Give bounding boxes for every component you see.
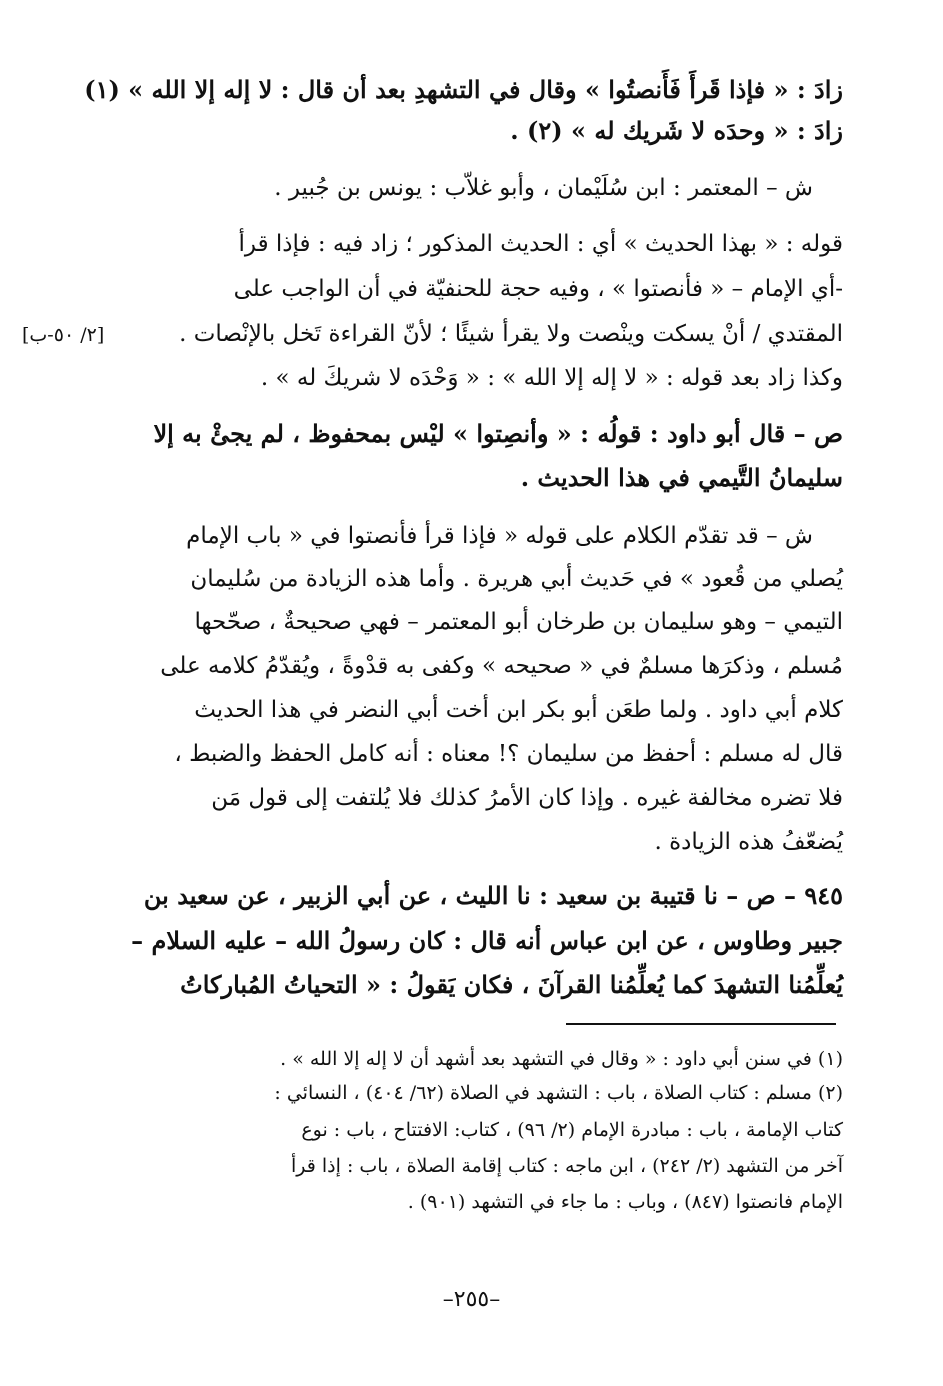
- footnote-line-2: (٢) مسلم : كتاب الصلاة ، باب : التشهد في الصلاة (٦٢/ ٤٠٤) ، النسائي :: [274, 1082, 843, 1104]
- body-line-7: وكذا زاد بعد قوله : « لا إله إلا الله » : « وَحْدَه لا شريكَ له » .: [260, 365, 843, 391]
- body-line-20: يُعلِّمُنا التشهدَ كما يُعلِّمُنا القرآنَ ، فكان يَقولُ : « التحياتُ المُباركاتُ: [180, 970, 843, 999]
- footnote-line-4: آخر من التشهد (٢/ ٢٤٢) ، ابن ماجه : كتاب إقامة الصلاة ، باب : إذا قرأ: [291, 1155, 843, 1177]
- body-line-6: المقتدي / أنْ يسكت وينْصت ولا يقرأ شيئًا ؛ لأنّ القراءة تَخل بالإنْصات .: [179, 321, 843, 347]
- body-line-4: قوله : « بهذا الحديث » أي : الحديث المذكور ؛ زاد فيه : فإذا قرأ: [238, 231, 843, 257]
- body-line-13: مُسلم ، وذكرَها مسلمٌ في « صحيحه » وكفى به قدْوةً ، ويُقدّمُ كلامه على: [160, 653, 843, 679]
- body-line-18: ٩٤٥ – ص – نا قتيبة بن سعيد : نا الليث ، عن أبي الزبير ، عن سعيد بن: [143, 881, 843, 910]
- footnote-line-5: الإمام فانصتوا (٨٤٧) ، وباب : ما جاء في التشهد (٩٠١) .: [407, 1191, 843, 1213]
- footnote-line-3: كتاب الإمامة ، باب : مبادرة الإمام (٢/ ٩٦) ، كتاب: الافتتاح ، باب : نوع: [301, 1119, 843, 1141]
- body-line-19: جبير وطاوس ، عن ابن عباس أنه قال : كان رسولُ الله – عليه السلام –: [131, 926, 843, 955]
- body-line-14: كلام أبي داود . ولما طعَن أبو بكر ابن أخت أبي النضر في هذا الحديث: [194, 697, 843, 723]
- body-line-3: ش – المعتمر : ابن سُلَيْمان ، وأبو غلاّب : يونس بن جُبير .: [274, 175, 813, 201]
- body-line-9: سليمانُ التَّيمي في هذا الحديث .: [520, 463, 843, 492]
- body-line-10: ش – قد تقدّم الكلام على قوله « فإذا قرأ فأنصتوا في « باب الإمام: [186, 523, 813, 549]
- body-line-8: ص – قال أبو داود : قولُه : « وأنصِتوا » ليْس بمحفوظ ، لم يجئْ به إلا: [153, 419, 843, 448]
- body-line-11: يُصلي من قُعود » في حَديث أبي هريرة . وأما هذه الزيادة من سُليمان: [190, 566, 843, 592]
- body-line-12: التيمي – وهو سليمان بن طرخان أبو المعتمر – فهي صحيحةٌ ، صحّحها: [194, 609, 843, 635]
- body-line-5: -أي الإمام – « فأنصتوا » ، وفيه حجة للحنفيّة في أن الواجب على: [233, 276, 843, 302]
- page-number: –٢٥٥–: [442, 1287, 501, 1312]
- margin-page-marker: [٢/ ٥٠-ب]: [22, 324, 105, 346]
- body-line-1: زادَ : « فإذا قَرأَ فَأَنصتُوا » وقال في التشهدِ بعد أن قال : لا إله إلا الله » (١): [84, 75, 843, 104]
- body-line-16: فلا تضره مخالفة غيره . وإذا كان الأمرُ كذلك فلا يُلتفت إلى قول مَن: [211, 785, 843, 811]
- body-line-2: زادَ : « وحدَه لا شَريك له » (٢) .: [510, 116, 843, 145]
- footnote-separator: [566, 1023, 836, 1025]
- footnote-line-1: (١) في سنن أبي داود : « وقال في التشهد بعد أشهد أن لا إله إلا الله » .: [280, 1048, 843, 1070]
- body-line-17: يُضعّفُ هذه الزيادة .: [654, 829, 843, 855]
- body-line-15: قال له مسلم : أحفظ من سليمان ؟! معناه : أنه كامل الحفظ والضبط ،: [174, 741, 843, 767]
